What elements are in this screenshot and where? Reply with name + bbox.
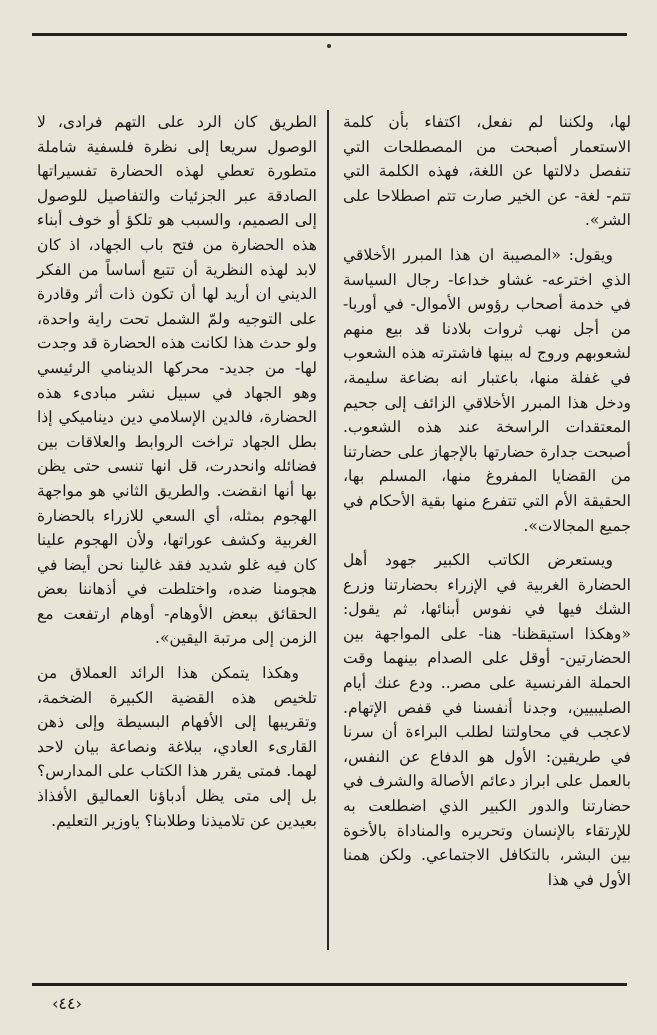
column-divider <box>327 110 329 950</box>
bottom-rule <box>32 983 627 986</box>
paragraph: ويستعرض الكاتب الكبير جهود أهل الحضارة الغربية في الإزراء بحضارتنا وزرع الشك فيها في نفوس أبنائها، ثم يقول: «وهكذا استيقظنا- هنا- على المواجهة بين الحضارتين- أوقل على الصدام بينهما وقت الحملة الفرنسية على مصر.. ودع عنك أيام الصليبيين، وجدنا أنفسنا في قفص الإتهام. لاعجب في محاولتنا لطلب البراءة أن سرنا في طريقين: الأول هو الدفاع عن النفس، بالعمل على ابراز دعائم الأصالة والشرف في حضارتنا والدور الكبير الذي اضطلعت به للإرتقاء بالإنسان وتحريره والمناداة بالأخوة بين البشر، بالتكافل الاجتماعي. ولكن همنا الأول في هذا <box>343 551 631 889</box>
paragraph: الطريق كان الرد على التهم فرادى، لا الوصول سريعا إلى نظرة فلسفية شاملة متطورة تعطي لهذه الحضارة تفسيراتها الصادقة عبر الجزئيات والتفاصيل للوصول إلى الصميم، والسبب هو تلكؤ أو خوف أبناء هذه الحضارة من فتح باب الجهاد، اذ كان لابد لهذه النظرية أن تتبع أساساً من الفكر الديني ان أريد لها أن تكون ذات أثر وقادرة على التوجيه ولمّ الشمل تحت راية واحدة، ولو حدث هذا لكانت هذه الحضارة قد وجدت لها- من جديد- محركها الدينامي الرئيسي وهو الجهاد في سبيل نشر مبادىء هذه الحضارة، فالدين الإسلامي دين ديناميكي إذا بطل الجهاد تراخت الروابط والعلاقات بين فضائله وانحدرت، قل انها تنسى حتى يظن بها أنها انقضت. والطريق الثاني هو مواجهة الهجوم بمثله، أي السعي للازراء بالحضارة الغربية وكشف عوراتها، ولأن الهجوم علينا كان فيه غلو شديد فقد غالينا نحن أيضا في هجومنا ضده، واختلطت في أذهاننا بعض الحقائق ببعض الأوهام- أوهام ارتفعت مع الزمن إلى مرتبة اليقين». <box>37 113 317 648</box>
paragraph: وهكذا يتمكن هذا الرائد العملاق من تلخيص هذه القضية الكبيرة الضخمة، وتقريبها إلى الأفهام البسيطة وإلى ذهن القارىء العادي، ببلاغة ونصاعة بيان لاحد لهما. فمتى يقرر هذا الكتاب على المدارس؟ بل إلى متى يظل أدباؤنا العماليق الأفذاذ بعيدين عن تلاميذنا وطلابنا؟ ياوزير التعليم. <box>37 664 317 830</box>
paragraph: ويقول: «المصيبة ان هذا المبرر الأخلاقي الذي اخترعه- غشاو خداعا- رجال السياسة في خدمة أصحاب رؤوس الأموال- في أوربا- من أجل نهب ثروات بلادنا قد بيع منهم لشعوبهم وروج له بينها فاشترته هذه الشعوب في غفلة منها، باعتبار انه بضاعة سليمة، ودخل هذا المبرر الأخلاقي الزائف إلى جحيم المعتقدات الراسخة عند هذه الشعوب. أصبحت جدارة حضارتها بالإجهاز على حضارتنا من القضايا المفروغ منها، المسلم بها، الحقيقة الأم التي تتفرع منها بقية الأحكام في جميع المجالات». <box>343 245 631 535</box>
left-column <box>37 110 317 843</box>
top-ornament-dot <box>327 44 331 48</box>
page-number: ‹٤٤› <box>52 994 82 1013</box>
top-rule <box>32 33 627 36</box>
paragraph: لها، ولكننا لم نفعل، اكتفاء بأن كلمة الاستعمار أصبحت من المصطلحات التي تنفصل دلالتها عن اللغة، فهذه الكلمة التي تتم- لغة- عن الخير صارت تتم اصطلاحا على الشر». <box>343 113 631 230</box>
right-column <box>343 110 631 902</box>
